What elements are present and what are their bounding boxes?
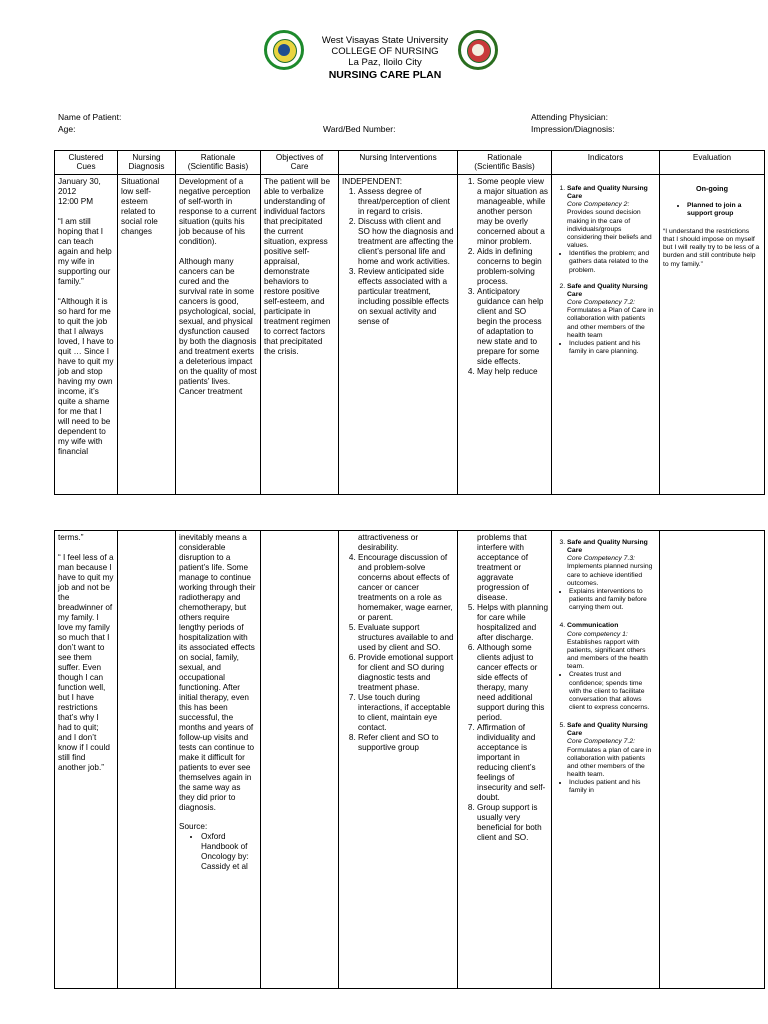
indicator-bullets bbox=[555, 779, 656, 795]
col-header-rationale: Rationale (Scientific Basis) bbox=[176, 151, 261, 175]
rationale-list bbox=[461, 177, 548, 377]
rationale-list bbox=[461, 603, 548, 843]
indicators-list bbox=[555, 722, 656, 779]
indicator-competency: Core competency 1: bbox=[567, 630, 628, 638]
rationale-text: inevitably means a considerable disruption to a patient’s life. Some manage to continue working through their radiotherapy and chemotherapy, but others require lengthy periods of hospitalization with its associated effects on social, family, sexual, and occupational functioning. After initial therapy, even this has been successful, the months and years of follow-up visits and tests can continue to make it difficult for patients to ever see themselves again in the same way as they did prior to diagnosis. bbox=[179, 533, 256, 812]
list-item bbox=[567, 622, 656, 671]
list-item: 8. Refer client and SO to supportive group bbox=[358, 733, 454, 753]
indicator-competency: Core Competency 2: bbox=[567, 201, 630, 209]
interventions-cell bbox=[339, 175, 458, 495]
col-header-interventions: Nursing Interventions bbox=[339, 151, 458, 175]
list-item: 7. Use touch during interactions, if acceptable to client, maintain eye contact. bbox=[358, 693, 454, 733]
indicator-bullets bbox=[555, 250, 656, 274]
table-header-row bbox=[55, 151, 765, 175]
indicator-title: 1. Safe and Quality Nursing Care bbox=[567, 185, 648, 201]
list-item bbox=[567, 185, 656, 250]
list-item: 1. Some people view a major situation as manageable, while another person may be overly concerned about a minor problem. bbox=[477, 177, 548, 247]
evaluation-status: On-going bbox=[696, 184, 728, 193]
col-header-indicators: Indicators bbox=[552, 151, 660, 175]
list-item bbox=[567, 539, 656, 588]
evaluation-cell bbox=[660, 531, 765, 989]
list-item: 1. Assess degree of threat/perception of client in regard to crisis. bbox=[358, 187, 454, 217]
document-title: NURSING CARE PLAN bbox=[328, 69, 442, 81]
list-item: 7. Affirmation of individuality and acceptance is important in reducing client’s feelings of insecurity and self-doubt. bbox=[477, 723, 548, 803]
indicator-title: 3. Safe and Quality Nursing Care bbox=[567, 539, 648, 555]
evaluation-cell bbox=[660, 175, 765, 495]
indicator-desc: Establishes rapport with patients, significant others and members of the health team. bbox=[567, 638, 648, 671]
col-header-cues: Clustered Cues bbox=[55, 151, 118, 175]
list-item: • Creates trust and confidence; spends time with the client to facilitate conversation that allows client to express concerns. bbox=[569, 671, 656, 712]
indicators-cell bbox=[552, 175, 660, 495]
indicators-list bbox=[555, 185, 656, 250]
evaluation-quote: “I understand the restrictions that I should impose on myself but I will really try to be less of a burden and still contribute help to my family.” bbox=[663, 227, 760, 268]
patient-age-label: Age: bbox=[58, 124, 76, 134]
objectives-cell bbox=[261, 531, 339, 989]
college-name: COLLEGE OF NURSING bbox=[331, 46, 439, 57]
list-item: 4. Encourage discussion of and problem-solve concerns about effects of cancer or cancer treatments on a role as homemaker, wage earner, or parent. bbox=[358, 553, 454, 623]
list-item: 2. Discuss with client and SO how the diagnosis and treatment are affecting the client’s personal life and home and work activities. bbox=[358, 217, 454, 267]
indicator-title: 4. Communication bbox=[567, 622, 619, 630]
indicator-competency: Core Competency 7.2: bbox=[567, 299, 636, 307]
list-item: 4. May help reduce bbox=[477, 367, 548, 377]
objectives-cell: The patient will be able to verbalize understanding of individual factors that precipitated the current situation, express positive self-appraisal, demonstrate behaviors to restore positive self-esteem, and participate in treatment regimen to correct factors that precipitated the crisis. bbox=[261, 175, 339, 495]
list-item: 5. Helps with planning for care while hospitalized and after discharge. bbox=[477, 603, 548, 643]
evaluation-bullets bbox=[663, 202, 761, 218]
indicators-cell bbox=[552, 531, 660, 989]
indicator-desc: Implements planned nursing care to achieve identified outcomes. bbox=[567, 563, 653, 587]
rationale-2-cell bbox=[458, 531, 552, 989]
indicators-list bbox=[555, 283, 656, 340]
impression-diagnosis-label: Impression/Diagnosis: bbox=[531, 124, 615, 134]
list-item bbox=[567, 722, 656, 779]
col-header-evaluation: Evaluation bbox=[660, 151, 765, 175]
list-item: 6. Provide emotional support for client and SO during diagnostic tests and treatment phase. bbox=[358, 653, 454, 693]
indicators-list bbox=[555, 539, 656, 588]
rationale-cell bbox=[176, 531, 261, 989]
source-list bbox=[179, 832, 257, 872]
list-item: • Identifies the problem; and gathers data related to the problem. bbox=[569, 250, 656, 274]
indicators-list bbox=[555, 622, 656, 671]
indicator-bullets bbox=[555, 671, 656, 712]
source-label: Source: bbox=[179, 822, 208, 831]
list-item: 5. Evaluate support structures available to and used by client and SO. bbox=[358, 623, 454, 653]
indicator-title: 2. Safe and Quality Nursing Care bbox=[567, 282, 648, 298]
college-location: La Paz, Iloilo City bbox=[348, 57, 422, 68]
table-row bbox=[55, 175, 765, 495]
list-item: 3. Anticipatory guidance can help client and SO begin the process of adaptation to new state and to prepare for some side effects. bbox=[477, 287, 548, 367]
care-plan-table-2 bbox=[54, 530, 765, 989]
list-item: 3. Review anticipated side effects associated with a particular treatment, including possible effects on sexual activity and sense of bbox=[358, 267, 454, 327]
indicator-desc: Provides sound decision making in the care of individuals/groups considering their beliefs and values. bbox=[567, 209, 652, 250]
list-item: • Includes patient and his family in care planning. bbox=[569, 340, 656, 356]
ward-bed-label: Ward/Bed Number: bbox=[323, 124, 396, 134]
list-item: • Planned to join a support group bbox=[687, 202, 761, 218]
interventions-heading: INDEPENDENT: bbox=[342, 177, 403, 186]
col-header-diagnosis: Nursing Diagnosis bbox=[118, 151, 176, 175]
indicator-title: 5. Safe and Quality Nursing Care bbox=[567, 722, 648, 738]
university-seal-logo bbox=[264, 30, 304, 70]
rationale-cell: Development of a negative perception of self-worth in response to a current situation (quits his job because of his condition). Although many cancers can be cured and the survival rate in some cancers is good, psychological, social, sexual, and physical dysfunction caused by both the diagnosis and treatment exerts a deleterious impact on the quality of most patients’ lives. Cancer treatment bbox=[176, 175, 261, 495]
col-header-rationale-2: Rationale (Scientific Basis) bbox=[458, 151, 552, 175]
indicator-desc: Formulates a plan of care in collaboration with patients and other members of the health team. bbox=[567, 746, 652, 779]
interventions-continued: attractiveness or desirability. bbox=[358, 533, 419, 552]
cues-cell: January 30, 2012 12:00 PM “I am still hoping that I can teach again and help my wife in supporting our family.” “Although it is so hard for me to quit the job that I always loved, I have to quit … Since I have to quit my job and stop having my own income, it’s quite a shame for me that I will need to be dependent to my wife with financial bbox=[55, 175, 118, 495]
interventions-cell bbox=[339, 531, 458, 989]
diagnosis-cell: Situational low self-esteem related to social role changes bbox=[118, 175, 176, 495]
interventions-list bbox=[342, 553, 454, 753]
interventions-list bbox=[342, 187, 454, 327]
indicator-desc: Formulates a Plan of Care in collaboration with patients and other members of the health team bbox=[567, 307, 654, 339]
care-plan-table-1 bbox=[54, 150, 765, 495]
list-item: 2. Aids in defining concerns to begin problem-solving process. bbox=[477, 247, 548, 287]
cues-cell: terms.” “ I feel less of a man because I have to quit my job and not be the breadwinner of my family. I love my family so much that I don’t want to see them suffer. Even though I can function well, but I have restrictions that’s why I had to quit; and I don’t know if I could still find another job.” bbox=[55, 531, 118, 989]
indicator-competency: Core Competency 7.2: bbox=[567, 738, 636, 746]
diagnosis-cell bbox=[118, 531, 176, 989]
rationale-2-cell bbox=[458, 175, 552, 495]
rationale-continued: problems that interfere with acceptance of treatment or aggravate progression of disease. bbox=[477, 533, 529, 602]
university-name: West Visayas State University bbox=[321, 35, 449, 46]
list-item: 8. Group support is usually very beneficial for both client and SO. bbox=[477, 803, 548, 843]
list-item bbox=[567, 283, 656, 340]
indicator-competency: Core Competency 7.3: bbox=[567, 555, 636, 563]
col-header-objectives: Objectives of Care bbox=[261, 151, 339, 175]
patient-name-label: Name of Patient: bbox=[58, 112, 122, 122]
indicator-bullets bbox=[555, 588, 656, 612]
attending-physician-label: Attending Physician: bbox=[531, 112, 609, 122]
list-item: 6. Although some clients adjust to cancer effects or side effects of therapy, many need additional support during this period. bbox=[477, 643, 548, 723]
indicator-bullets bbox=[555, 340, 656, 356]
list-item: • Includes patient and his family in bbox=[569, 779, 656, 795]
list-item: • Oxford Handbook of Oncology by: Cassidy et al bbox=[201, 832, 257, 872]
list-item: • Explains interventions to patients and family before carrying them out. bbox=[569, 588, 656, 612]
table-row bbox=[55, 531, 765, 989]
